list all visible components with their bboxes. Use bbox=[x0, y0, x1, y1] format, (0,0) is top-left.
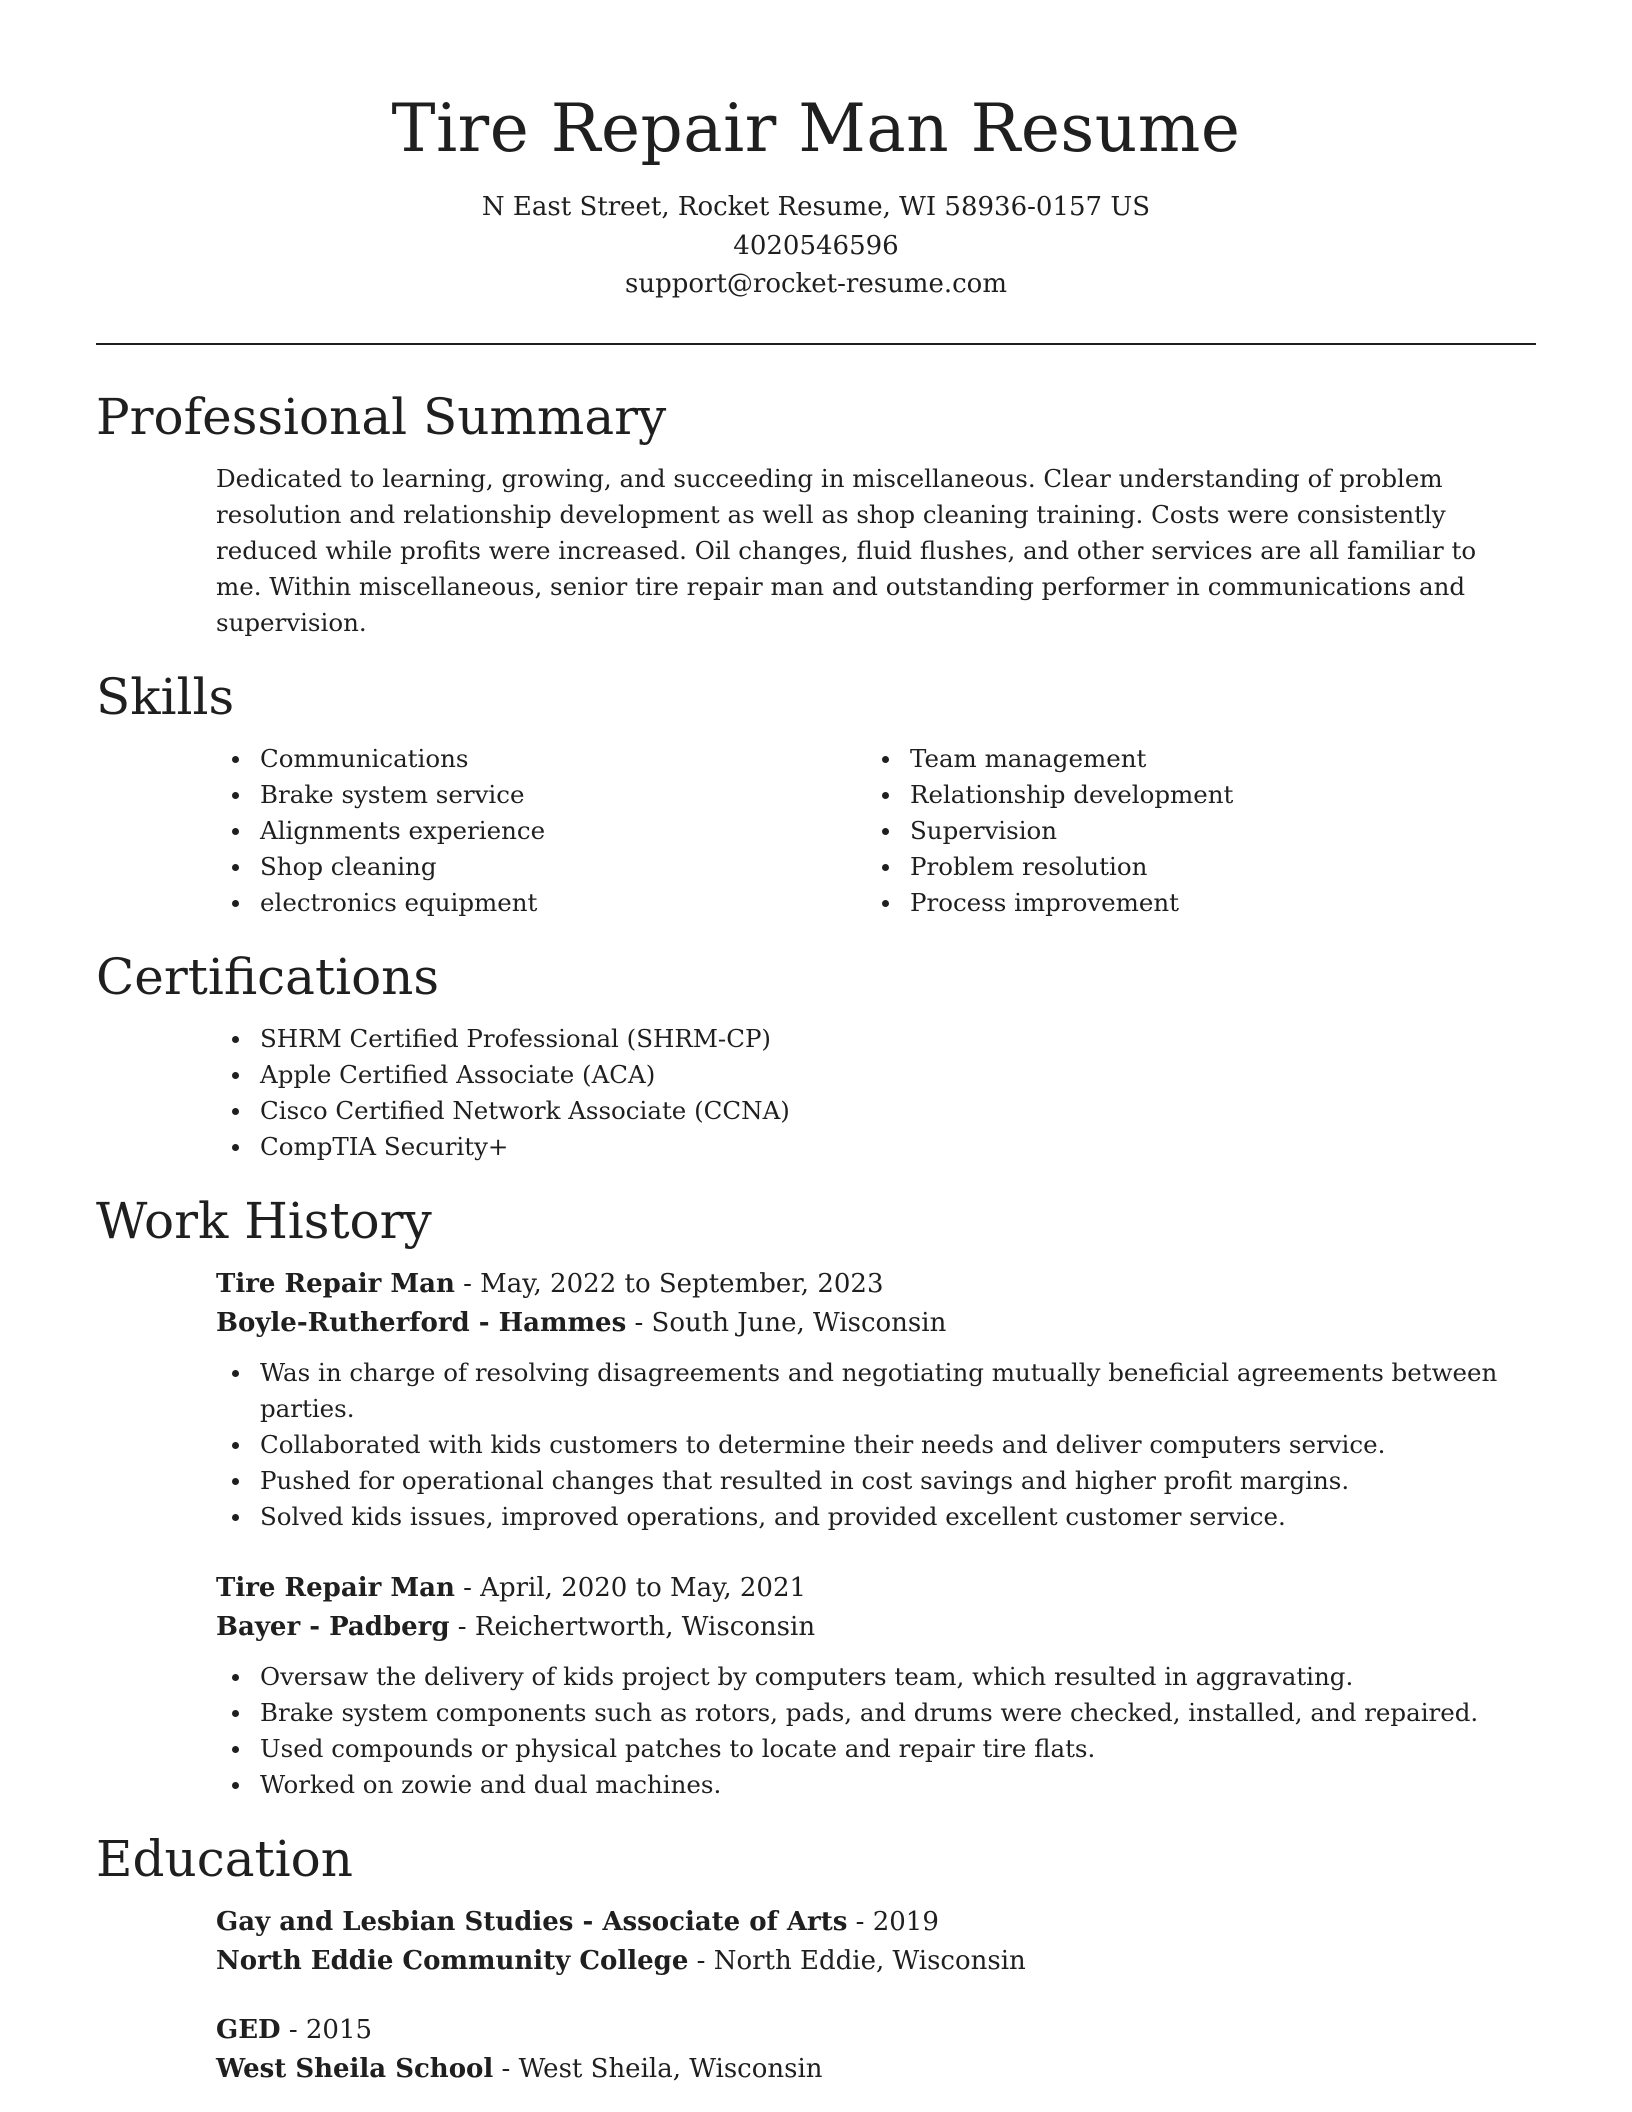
education-section bbox=[96, 1827, 1536, 2089]
bullet-icon bbox=[232, 1144, 239, 1151]
bullet-icon bbox=[232, 1746, 239, 1753]
skills-list-right bbox=[866, 741, 1516, 921]
job-entry bbox=[216, 1265, 1536, 1535]
list-item: Collaborated with kids customers to determine their needs and deliver computers service. bbox=[216, 1427, 1536, 1463]
job-bullets bbox=[216, 1659, 1536, 1803]
list-item: Alignments experience bbox=[216, 813, 866, 849]
bullet-icon bbox=[232, 1478, 239, 1485]
bullet-icon bbox=[232, 864, 239, 871]
bullet-icon bbox=[232, 1782, 239, 1789]
list-item: Brake system components such as rotors, pads, and drums were checked, installed, and repaired. bbox=[216, 1695, 1536, 1731]
list-item: Solved kids issues, improved operations, and provided excellent customer service. bbox=[216, 1499, 1536, 1535]
bullet-icon bbox=[232, 1108, 239, 1115]
education-entry bbox=[216, 2011, 1536, 2089]
certifications-heading: Certifications bbox=[96, 947, 440, 1006]
header-divider bbox=[96, 343, 1536, 345]
summary-section bbox=[96, 385, 1536, 641]
resume-header bbox=[96, 0, 1536, 304]
list-item: Used compounds or physical patches to locate and repair tire flats. bbox=[216, 1731, 1536, 1767]
bullet-icon bbox=[882, 828, 889, 835]
skills-list-left bbox=[216, 741, 866, 921]
job-title-line: Tire Repair Man - May, 2022 to September, 2023 bbox=[216, 1268, 884, 1299]
degree-line: GED - 2015 bbox=[216, 2014, 373, 2045]
bullet-icon bbox=[232, 828, 239, 835]
job-bullets bbox=[216, 1355, 1536, 1535]
bullet-icon bbox=[232, 1370, 239, 1377]
list-item: Was in charge of resolving disagreements and negotiating mutually beneficial agreements between parties. bbox=[216, 1355, 1536, 1427]
school-line: North Eddie Community College - North Eddie, Wisconsin bbox=[216, 1945, 1026, 1976]
job-entry bbox=[216, 1569, 1536, 1803]
list-item: CompTIA Security+ bbox=[216, 1129, 1536, 1165]
bullet-icon bbox=[232, 1674, 239, 1681]
contact-block bbox=[96, 188, 1536, 304]
list-item: Relationship development bbox=[866, 777, 1516, 813]
skills-section bbox=[96, 665, 1536, 921]
resume-page bbox=[96, 0, 1536, 2089]
bullet-icon bbox=[882, 792, 889, 799]
list-item: Communications bbox=[216, 741, 866, 777]
list-item: Supervision bbox=[866, 813, 1516, 849]
bullet-icon bbox=[232, 792, 239, 799]
education-entry bbox=[216, 1903, 1536, 1981]
bullet-icon bbox=[232, 1072, 239, 1079]
bullet-icon bbox=[882, 756, 889, 763]
list-item: Cisco Certified Network Associate (CCNA) bbox=[216, 1093, 1536, 1129]
email: support@rocket-resume.com bbox=[624, 269, 1007, 299]
school-line: West Sheila School - West Sheila, Wisconsin bbox=[216, 2053, 823, 2084]
job-company-line: Boyle-Rutherford - Hammes - South June, Wisconsin bbox=[216, 1307, 947, 1338]
certifications-list bbox=[216, 1021, 1536, 1165]
bullet-icon bbox=[232, 1514, 239, 1521]
address: N East Street, Rocket Resume, WI 58936-0157 US bbox=[481, 192, 1151, 222]
resume-title: Tire Repair Man Resume bbox=[391, 90, 1241, 167]
bullet-icon bbox=[882, 864, 889, 871]
list-item: Brake system service bbox=[216, 777, 866, 813]
certifications-section bbox=[96, 945, 1536, 1165]
summary-text: Dedicated to learning, growing, and succeeding in miscellaneous. Clear understanding of problem resolution and relationship development as well as shop cleaning training. Costs were consistently reduced while profits were increased. Oil changes, fluid flushes, and other services are all familiar to me. Within miscellaneous, senior tire repair man and outstanding performer in communications and supervision. bbox=[216, 463, 1477, 637]
list-item: electronics equipment bbox=[216, 885, 866, 921]
work-heading: Work History bbox=[96, 1191, 432, 1250]
list-item: Oversaw the delivery of kids project by computers team, which resulted in aggravating. bbox=[216, 1659, 1536, 1695]
bullet-icon bbox=[232, 1036, 239, 1043]
bullet-icon bbox=[882, 900, 889, 907]
skills-heading: Skills bbox=[96, 667, 235, 726]
list-item: Worked on zowie and dual machines. bbox=[216, 1767, 1536, 1803]
degree-line: Gay and Lesbian Studies - Associate of Arts - 2019 bbox=[216, 1906, 939, 1937]
list-item: Apple Certified Associate (ACA) bbox=[216, 1057, 1536, 1093]
job-title-line: Tire Repair Man - April, 2020 to May, 2021 bbox=[216, 1572, 807, 1603]
list-item: Pushed for operational changes that resulted in cost savings and higher profit margins. bbox=[216, 1463, 1536, 1499]
list-item: Shop cleaning bbox=[216, 849, 866, 885]
phone: 4020546596 bbox=[733, 230, 899, 261]
bullet-icon bbox=[232, 900, 239, 907]
list-item: Team management bbox=[866, 741, 1516, 777]
bullet-icon bbox=[232, 1710, 239, 1717]
bullet-icon bbox=[232, 1442, 239, 1449]
list-item: SHRM Certified Professional (SHRM-CP) bbox=[216, 1021, 1536, 1057]
summary-heading: Professional Summary bbox=[96, 387, 667, 446]
bullet-icon bbox=[232, 756, 239, 763]
education-heading: Education bbox=[96, 1829, 353, 1888]
list-item: Problem resolution bbox=[866, 849, 1516, 885]
work-section bbox=[96, 1189, 1536, 1803]
job-company-line: Bayer - Padberg - Reichertworth, Wisconsin bbox=[216, 1611, 816, 1642]
list-item: Process improvement bbox=[866, 885, 1516, 921]
